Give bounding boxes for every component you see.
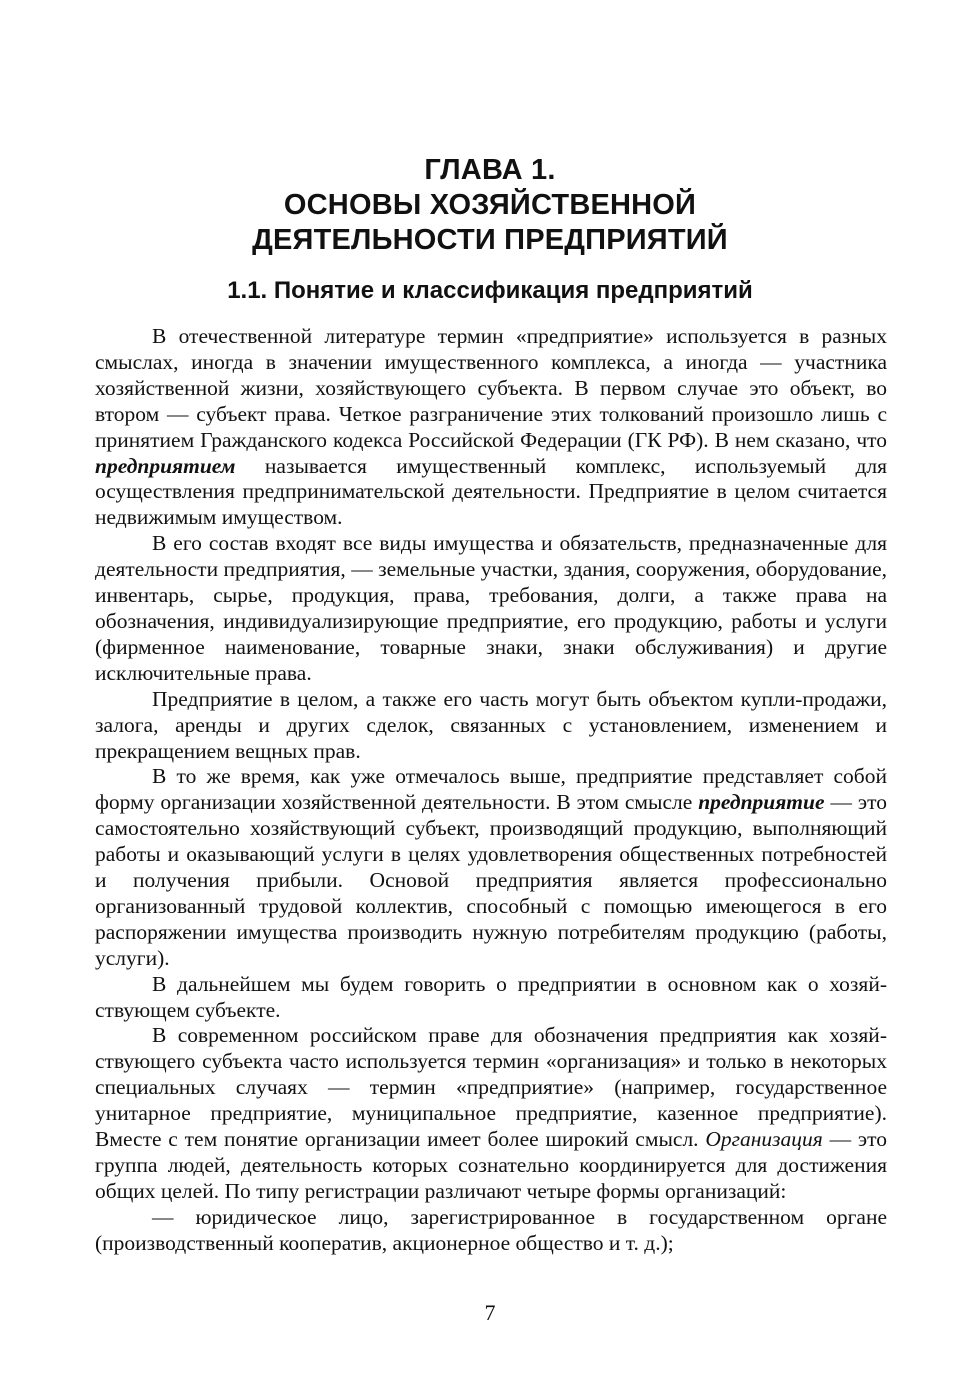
defined-term: предприятие <box>698 790 825 815</box>
paragraph <box>95 1023 887 1204</box>
paragraph: Предприятие в целом, а также его часть могут быть объектом купли-продажи, залога, аренды и других сделок, связанных с установлением, изменением и прекращением вещных прав. <box>95 686 887 763</box>
defined-term: Организация <box>705 1127 823 1152</box>
list-item: — юридическое лицо, зарегистрированное в государственном органе (производственный кооператив, акционерное общество и т. д.); <box>95 1204 887 1255</box>
paragraph <box>95 324 887 531</box>
body-text <box>95 324 887 1257</box>
paragraph-text: В то же время, как уже отмечалось выше, предприятие представляет собой форму организации хозяйственной деятельности. В этом смысле <box>95 764 887 815</box>
paragraph: В дальнейшем мы будем говорить о предприятии в основном как о хозяйствующем субъекте. <box>95 971 887 1022</box>
section-title: 1.1. Понятие и классификация предприятий <box>227 277 753 304</box>
paragraph-text: называется имущественный комплекс, используемый для осуществления предпринимательской деятельности. Предприятие в целом считается недвижимым имуществом. <box>95 453 887 530</box>
defined-term: предприятием <box>95 453 236 478</box>
paragraph-text: — это группа людей, деятельность которых сознательно координируется для достижения общих целей. По типу регистрации различают четыре формы организаций: <box>95 1127 887 1203</box>
paragraph-text: — это самостоятельно хозяйствующий субъект, производящий продукцию, выполняющий работы и оказывающий услуги в целях удовлетворения общественных потребностей и получения прибыли. Основой предприятия является профессионально организованный трудовой коллектив, способный с помощью имеющегося в его распоряжении имущества производить нужную потребителям продукцию (работы, услуги). <box>95 790 887 970</box>
paragraph-text: В отечественной литературе термин «предприятие» используется в разных смыслах, иногда в значении имущественного комплекса, а иногда — участника хозяйственной жизни, хозяйствующего субъекта. В первом случае это объект, во втором — субъект права. Четкое разграничение этих толкований произошло лишь с принятием Гражданского кодекса Российской Федерации (ГК РФ). В нем сказано, что <box>95 324 887 452</box>
chapter-title <box>0 153 980 258</box>
paragraph: В его состав входят все виды имущества и обязательств, предназначенные для деятельности предприятия, — земельные участки, здания, сооружения, оборудование, инвентарь, сырье, продукция, права, требования, долги, а также права на обозначения, индивидуализирующие предприятие, его продукцию, работы и услуги (фирменное наименование, товарные знаки, знаки обслуживания) и другие исключительные права. <box>95 531 887 685</box>
chapter-number: ГЛАВА 1. <box>424 154 556 186</box>
chapter-title-line: ДЕЯТЕЛЬНОСТИ ПРЕДПРИЯТИЙ <box>252 224 728 256</box>
chapter-title-line: ОСНОВЫ ХОЗЯЙСТВЕННОЙ <box>283 189 697 221</box>
paragraph-text: В современном российском праве для обозначения предприятия как хозяйствующего субъекта часто используется термин «организация» и только в некоторых специальных случаях — термин «предприятие» (например, государственное унитарное предприятие, муниципальное предприятие, казенное предприятие). Вместе с тем понятие организации имеет более широкий смысл. <box>95 1023 887 1152</box>
paragraph <box>95 764 887 971</box>
page-number: 7 <box>484 1300 496 1325</box>
